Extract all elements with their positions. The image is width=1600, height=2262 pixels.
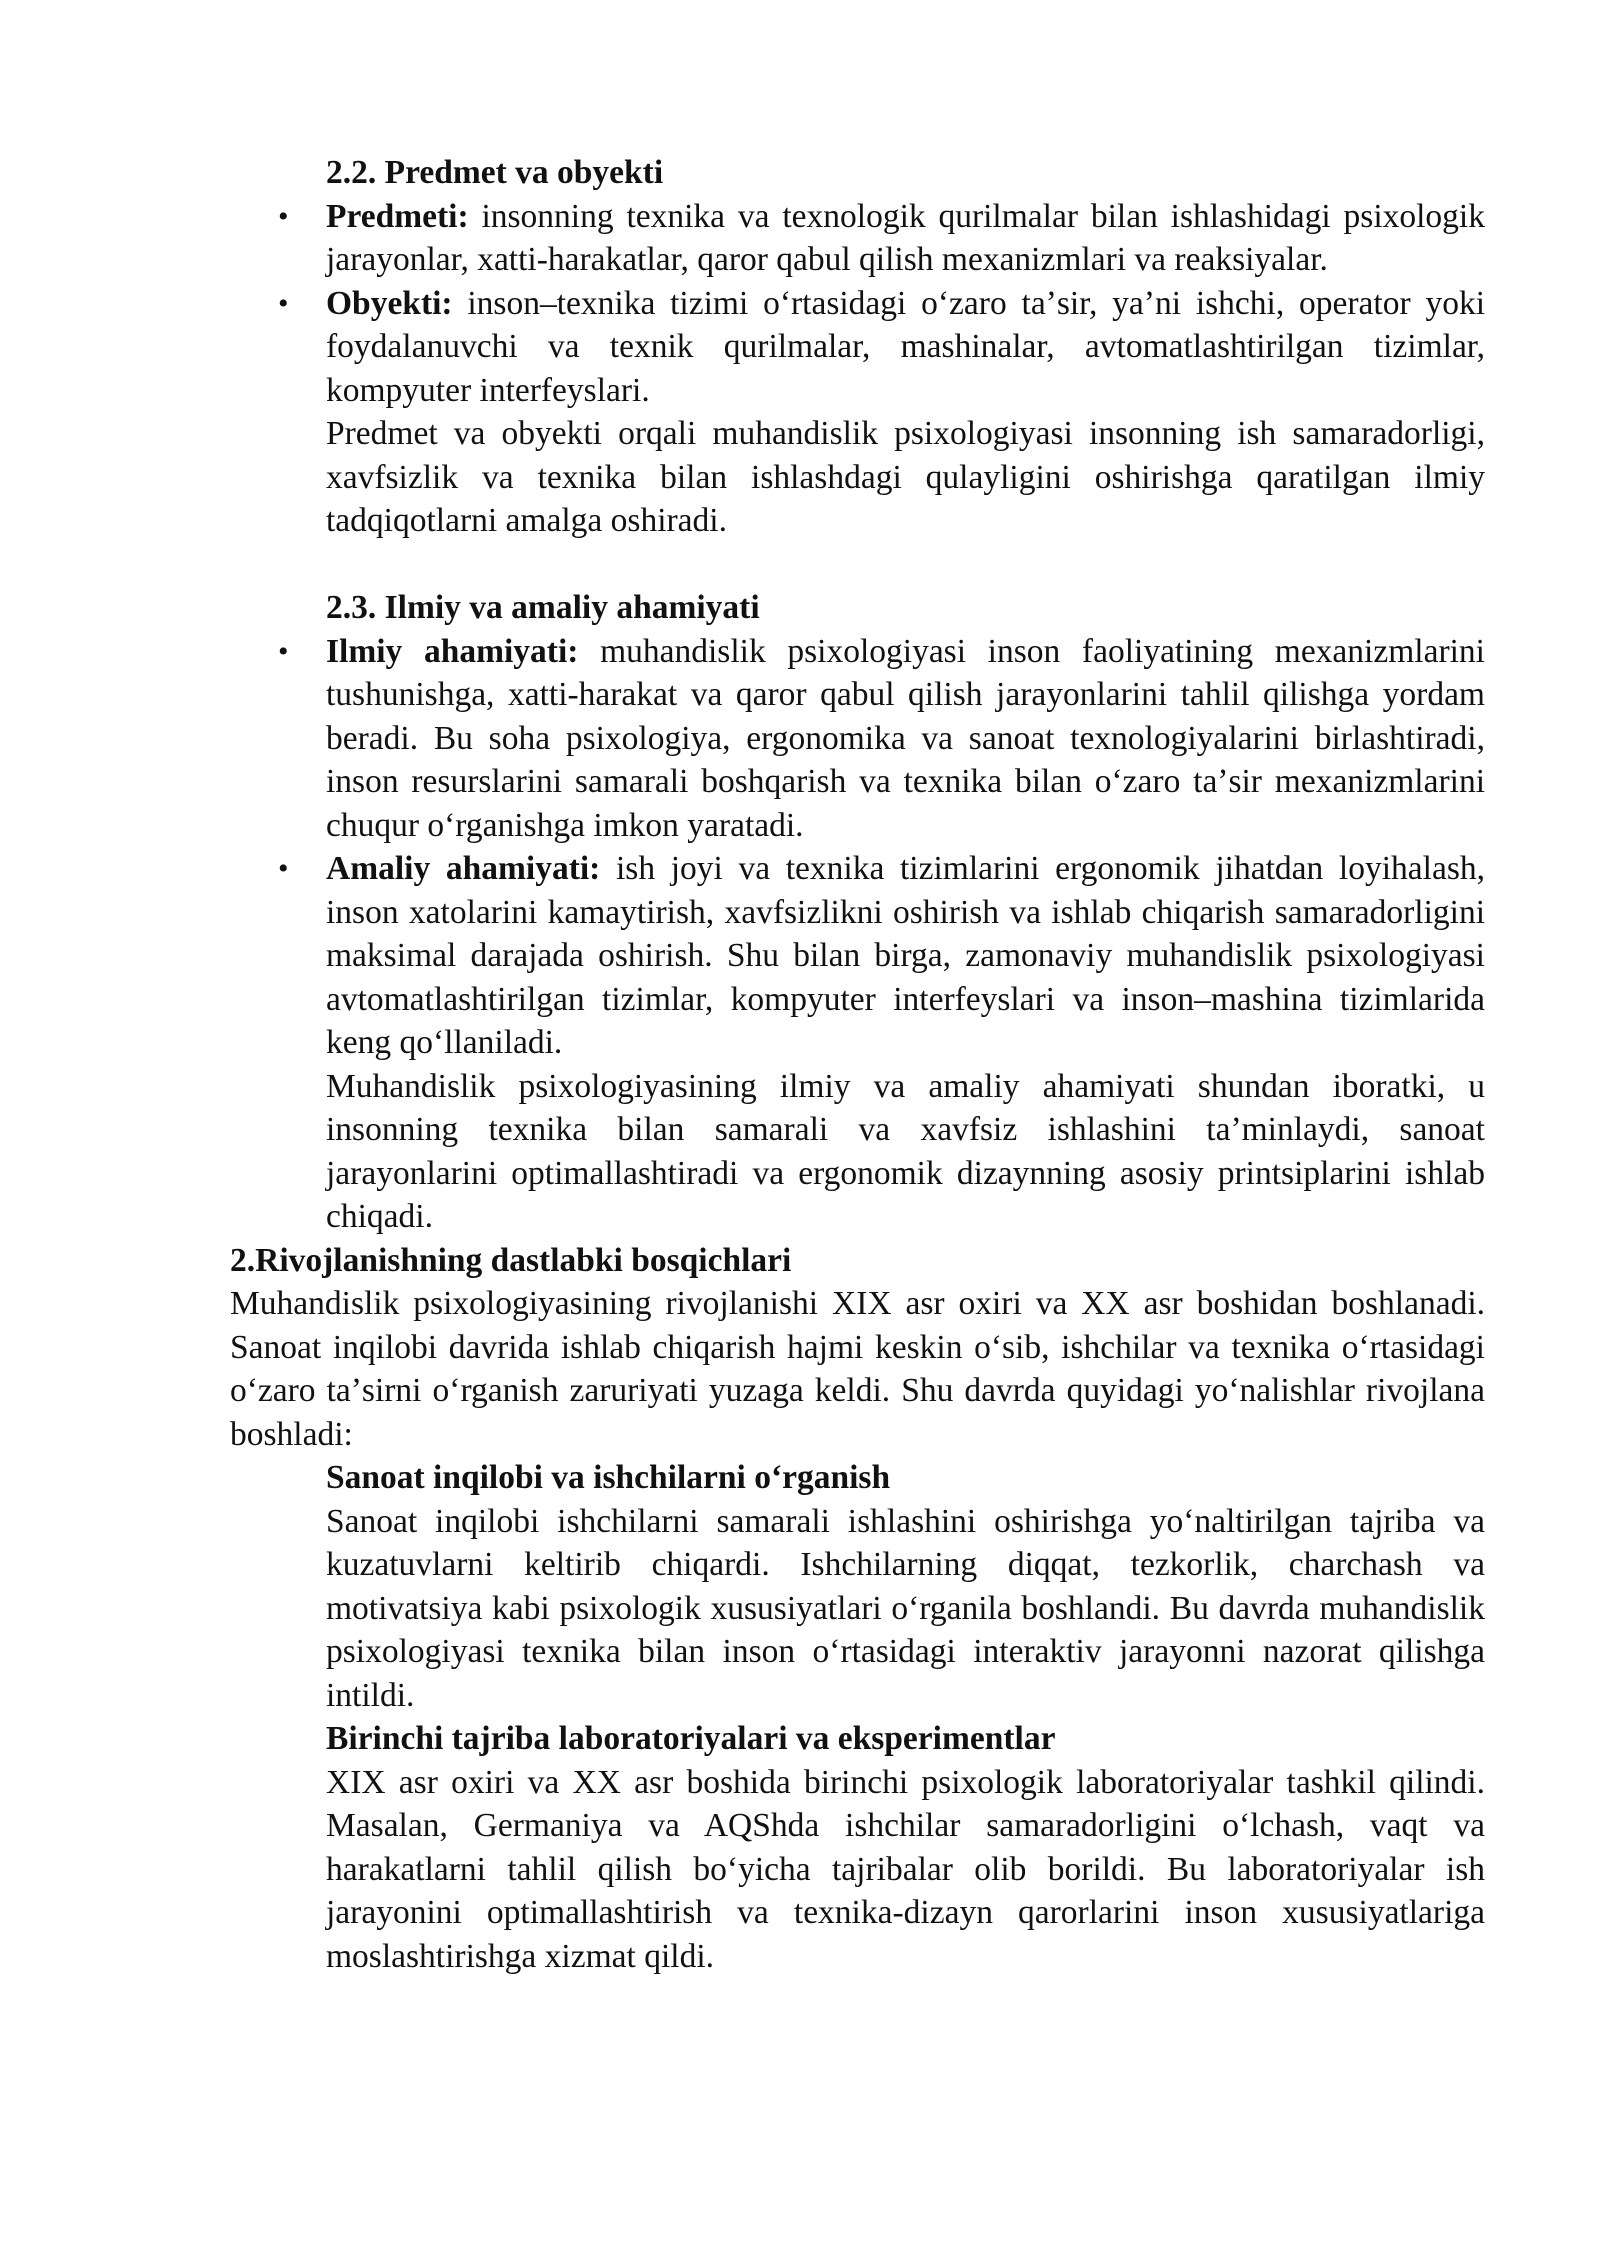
list-item [278, 195, 1485, 282]
list-item [278, 847, 1485, 1065]
term-label: Obyekti: [326, 284, 453, 322]
term-label: Amaliy ahamiyati: [326, 850, 601, 887]
subsection-1-heading: Sanoat inqilobi va ishchilarni oʻrganish [326, 1459, 891, 1496]
bullet-icon: • [278, 852, 289, 885]
section-2-2-paragraph: Predmet va obyekti orqali muhandislik psixologiyasi insonning ish samaradorligi, xavfsizlik va texnika bilan ishlashdagi qulayligini oshirishga qaratilgan ilmiy tadqiqotlarni amalga oshiradi. [326, 415, 1485, 539]
spacer [230, 543, 1485, 587]
term-label: Predmeti: [326, 197, 469, 235]
bullet-icon: • [278, 286, 289, 320]
bullet-icon: • [278, 199, 289, 233]
list-item [278, 630, 1485, 848]
section-2-3-list [278, 630, 1485, 1065]
subsection-2-heading: Birinchi tajriba laboratoriyalari va eksperimentlar [326, 1720, 1056, 1757]
section-2-3-paragraph: Muhandislik psixologiyasining ilmiy va amaliy ahamiyati shundan iboratki, u insonning texnika bilan samarali va xavfsiz ishlashini taʼminlaydi, sanoat jarayonlarini optimallashtiradi va ergonomik dizaynning asosiy printsiplarini ishlab chiqadi. [326, 1067, 1485, 1235]
term-text: ish joyi va texnika tizimlarini ergonomik jihatdan loyihalash, inson xatolarini kamaytirish, xavfsizlikni oshirish va ishlab chiqarish samaradorligini maksimal darajada oshirish. Shu bilan birga, zamonaviy muhandislik psixologiyasi avtomatlashtirilgan tizimlar, kompyuter interfeyslari va inson–mashina tizimlarida keng qoʻllaniladi. [326, 850, 1485, 1061]
section-2-2-list [278, 195, 1485, 413]
term-text: insonning texnika va texnologik qurilmalar bilan ishlashidagi psixologik jarayonlar, xatti-harakatlar, qaror qabul qilish mexanizmlari va reaksiyalar. [326, 197, 1485, 278]
section-2-heading: 2.Rivojlanishning dastlabki bosqichlari [230, 1241, 792, 1279]
subsection-1-paragraph: Sanoat inqilobi ishchilarni samarali ishlashini oshirishga yoʻnaltirilgan tajriba va kuzatuvlarni keltirib chiqardi. Ishchilarning diqqat, tezkorlik, charchash va motivatsiya kabi psixologik xususiyatlari oʻrganila boshlandi. Bu davrda muhandislik psixologiyasi texnika bilan inson oʻrtasidagi interaktiv jarayonni nazorat qilishga intildi. [326, 1502, 1485, 1714]
section-2-intro: Muhandislik psixologiyasining rivojlanishi XIX asr oxiri va XX asr boshidan boshlanadi. Sanoat inqilobi davrida ishlab chiqarish hajmi keskin oʻsib, ishchilar va texnika oʻrtasidagi oʻzaro taʼsirni oʻrganish zaruriyati yuzaga keldi. Shu davrda quyidagi yoʻnalishlar rivojlana boshladi: [230, 1285, 1485, 1453]
term-text: inson–texnika tizimi oʻrtasidagi oʻzaro taʼsir, yaʼni ishchi, operator yoki foydalanuvchi va texnik qurilmalar, mashinalar, avtomatlashtirilgan tizimlar, kompyuter interfeyslari. [326, 284, 1485, 409]
section-2-3-heading: 2.3. Ilmiy va amaliy ahamiyati [326, 589, 760, 626]
list-item [278, 282, 1485, 413]
subsection-2-paragraph: XIX asr oxiri va XX asr boshida birinchi psixologik laboratoriyalar tashkil qilindi. Masalan, Germaniya va AQShda ishchilar samaradorligini oʻlchash, vaqt va harakatlarni tahlil qilish boʻyicha tajribalar olib borildi. Bu laboratoriyalar ish jarayonini optimallashtirish va texnika-dizayn qarorlarini inson xususiyatlariga moslashtirishga xizmat qildi. [326, 1763, 1485, 1975]
term-text: muhandislik psixologiyasi inson faoliyatining mexanizmlarini tushunishga, xatti-harakat va qaror qabul qilish jarayonlarini tahlil qilishga yordam beradi. Bu soha psixologiya, ergonomika va sanoat texnologiyalarini birlashtiradi, inson resurslarini samarali boshqarish va texnika bilan oʻzaro taʼsir mexanizmlarini chuqur oʻrganishga imkon yaratadi. [326, 632, 1485, 844]
term-label: Ilmiy ahamiyati: [326, 632, 579, 670]
section-2-2-heading: 2.2. Predmet va obyekti [326, 154, 664, 191]
bullet-icon: • [278, 634, 289, 668]
